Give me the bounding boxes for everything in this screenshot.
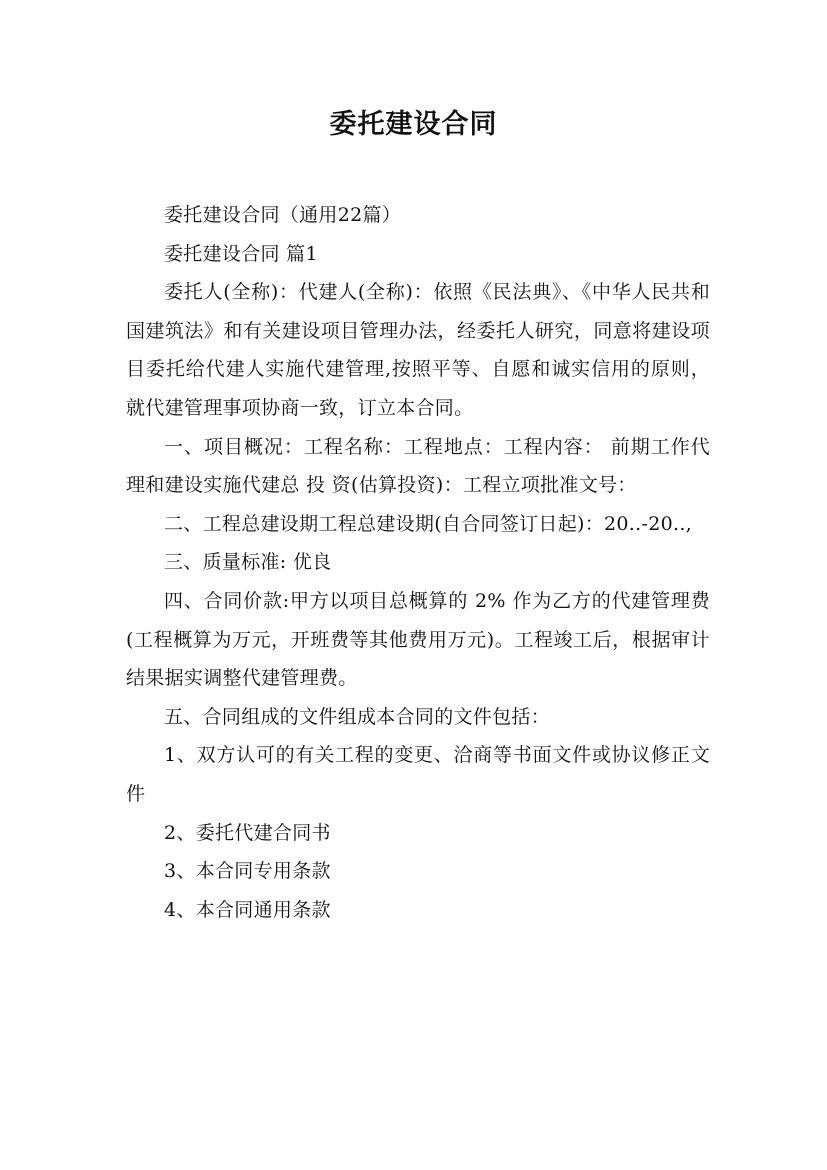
clause-project-overview: 一、项目概况：工程名称：工程地点：工程内容： 前期工作代理和建设实施代建总 投 资(估算投资)：工程立项批准文号： [126,435,710,497]
list-item: 3、本合同专用条款 [164,860,331,883]
clause-quality-standard: 三、质量标准: 优良 [164,551,332,574]
clause-construction-period: 二、工程总建设期工程总建设期(自合同签订日起)：20..-20.., [164,512,692,535]
list-item: 4、本合同通用条款 [164,898,331,921]
section-heading: 委托建设合同 篇1 [164,242,318,265]
preamble-paragraph: 委托人(全称)：代建人(全称)：依照《民法典》、《中华人民共和国建筑法》和有关建设项目管理办法，经委托人研究，同意将建设项目委托给代建人实施代建管理,按照平等、自愿和诚实信用的原则，就代建管理事项协商一致，订立本合同。 [126,281,710,419]
list-item: 1、双方认可的有关工程的变更、洽商等书面文件或协议修正文件 [126,744,710,805]
clause-contract-documents: 五、合同组成的文件组成本合同的文件包括： [164,705,551,728]
subtitle-paragraph: 委托建设合同（通用22篇） [164,204,402,226]
document-body [126,196,710,929]
clause-contract-price: 四、合同价款:甲方以项目总概算的 2% 作为乙方的代建管理费(工程概算为万元，开班费等其他费用万元)。工程竣工后，根据审计结果据实调整代建管理费。 [126,589,710,690]
document-title: 委托建设合同 [329,109,498,140]
list-item: 2、委托代建合同书 [164,821,331,844]
